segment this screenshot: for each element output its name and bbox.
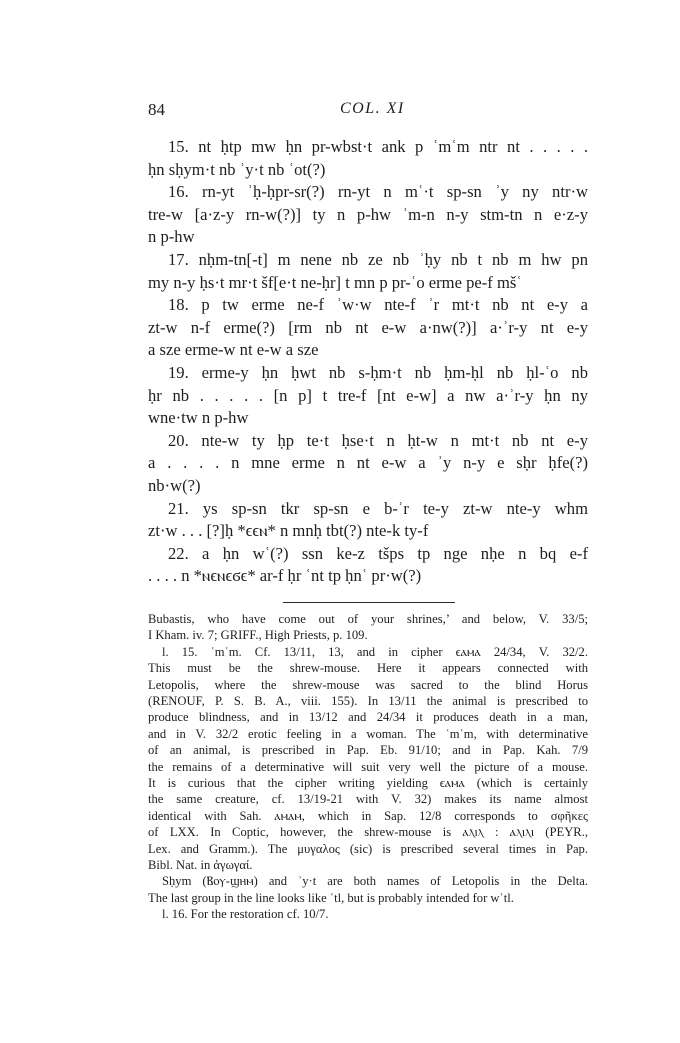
transliteration-line: wne·tw n p-hw <box>148 408 249 428</box>
footnote-line: This must be the shrew-mouse. Here it appears connected with <box>148 661 588 676</box>
transliteration-line: 15. nt ḥtp mw ḥn pr-wbst·t ank p ʿmʿm ntr nt . . . . . <box>168 137 588 156</box>
transliteration-line: zt·w . . . [?]ḥ *ϵϵⲛ* n mnḥ tbt(?) nte-k ty-f <box>148 521 429 541</box>
footnote-line: l. 16. For the restoration cf. 10/7. <box>162 907 329 922</box>
transliteration-line: tre-w [a·z-y rn-w(?)] ty n p-hw ʾm-n n-y stm-tn n e·z-y <box>148 204 588 224</box>
transliteration-line: 19. erme-y ḥn ḥwt nb s-ḥm·t nb ḥm-ḥl nb ḥl-ʿo nb <box>168 362 588 382</box>
transliteration-line: ḥr nb . . . . . [n p] t tre-f [nt e-w] a nw a·ʾr-y ḥn ny <box>148 385 588 405</box>
footnote-rule <box>283 602 455 603</box>
transliteration-line: zt-w n-f erme(?) [rm nb nt e-w a·nw(?)] a·ʾr-y nt e-y <box>148 317 588 337</box>
footnote-line: identical with Sah. ⲁⲙⲁⲙ, which in Sap. 12/8 corresponds to σφῆκες <box>148 808 588 823</box>
footnote-line: Bibl. Nat. in ἀγωγαί. <box>148 857 253 872</box>
transliteration-line: a . . . . n mne erme n nt e-w a ʾy n-y e sḥr ḥfe(?) <box>148 453 588 473</box>
page-header <box>148 100 588 126</box>
transliteration-text <box>148 136 588 588</box>
footnote-line: of LXX. In Coptic, however, the shrew-mouse is ⲁⲗⲓⲗ : ⲁⲗⲓⲗⲓ (PEYR., <box>148 825 588 840</box>
footnote-line: Lex. and Gramm.). The μυγαλος (sic) is prescribed several times in Pap. <box>148 841 588 856</box>
footnote-line: the remains of a determinative will suit very well the picture of a mouse. <box>148 759 588 774</box>
footnote-line: It is curious that the cipher writing yielding ϵⲁⲙⲁ (which is certainly <box>148 775 588 790</box>
footnote-line: Sḥym (Ⲃⲟⲩ-ϣⲏⲙ) and ʾy·t are both names of Letopolis in the Delta. <box>162 874 588 889</box>
transliteration-line: my n-y ḥs·t mr·t šf[e·t ne-ḥr] t mn p pr-ʿo erme pe-f mšʿ <box>148 272 522 292</box>
transliteration-line: 20. nte-w ty ḥp te·t ḥse·t n ḥt-w n mt·t nb nt e-y <box>168 430 588 450</box>
book-page <box>148 100 588 923</box>
transliteration-line: 17. nḥm-tn[-t] m nene nb ze nb ʾḥy nb t nb m hw pn <box>168 249 588 269</box>
footnote-line: (RENOUF, P. S. B. A., viii. 155). In 13/11 the animal is prescribed to <box>148 693 588 708</box>
page-number: 84 <box>148 100 165 119</box>
transliteration-line: a sze erme-w nt e-w a sze <box>148 340 319 360</box>
footnote-line: the same creature, cf. 13/19-21 with V. 32) makes its name almost <box>148 792 588 807</box>
transliteration-line: 21. ys sp-sn tkr sp-sn e b-ʾr te-y zt-w nte-y whm <box>168 498 588 518</box>
transliteration-line: nb·w(?) <box>148 475 201 495</box>
transliteration-line: 18. p tw erme ne-f ʾw·w nte-f ʾr mt·t nb nt e-y a <box>168 295 588 315</box>
transliteration-line: . . . . n *ⲛϵⲛϵϭϵ* ar-f ḥr ʿnt tp ḥnʿ pr·w(?) <box>148 566 422 586</box>
footnote-line: Bubastis, who have come out of your shrines,’ and below, V. 33/5; <box>148 611 588 626</box>
transliteration-line: n p-hw <box>148 227 195 247</box>
footnote-line: and in V. 32/2 erotic feeling in a woman. The ʿmʿm, with determinative <box>148 726 588 741</box>
footnote-line: I Kham. iv. 7; GRIFF., High Priests, p. 109. <box>148 628 368 643</box>
transliteration-line: 22. a ḥn wʿ(?) ssn ke-z tšps tp nge nḥe n bq e-f <box>168 543 588 563</box>
footnotes <box>148 611 588 923</box>
running-head: COL. XI <box>340 100 405 117</box>
transliteration-line: ḥn sḥym·t nb ʾy·t nb ʿot(?) <box>148 159 326 179</box>
footnote-line: produce blindness, and in 13/12 and 24/34 it produces death in a man, <box>148 710 588 725</box>
transliteration-line: 16. rn-yt ʾḥ-ḥpr-sr(?) rn-yt n mʿ·t sp-sn ʾy ny ntr·w <box>168 182 588 202</box>
footnote-line: of an animal, is prescribed in Pap. Eb. 91/10; and in Pap. Kah. 7/9 <box>148 743 588 758</box>
footnote-line: l. 15. ʿmʿm. Cf. 13/11, 13, and in cipher ϵⲁⲙⲁ 24/34, V. 32/2. <box>162 644 588 659</box>
footnote-line: Letopolis, where the shrew-mouse was sacred to the blind Horus <box>148 677 588 692</box>
footnote-line: The last group in the line looks like ʿtl, but is probably intended for wʿtl. <box>148 890 514 905</box>
